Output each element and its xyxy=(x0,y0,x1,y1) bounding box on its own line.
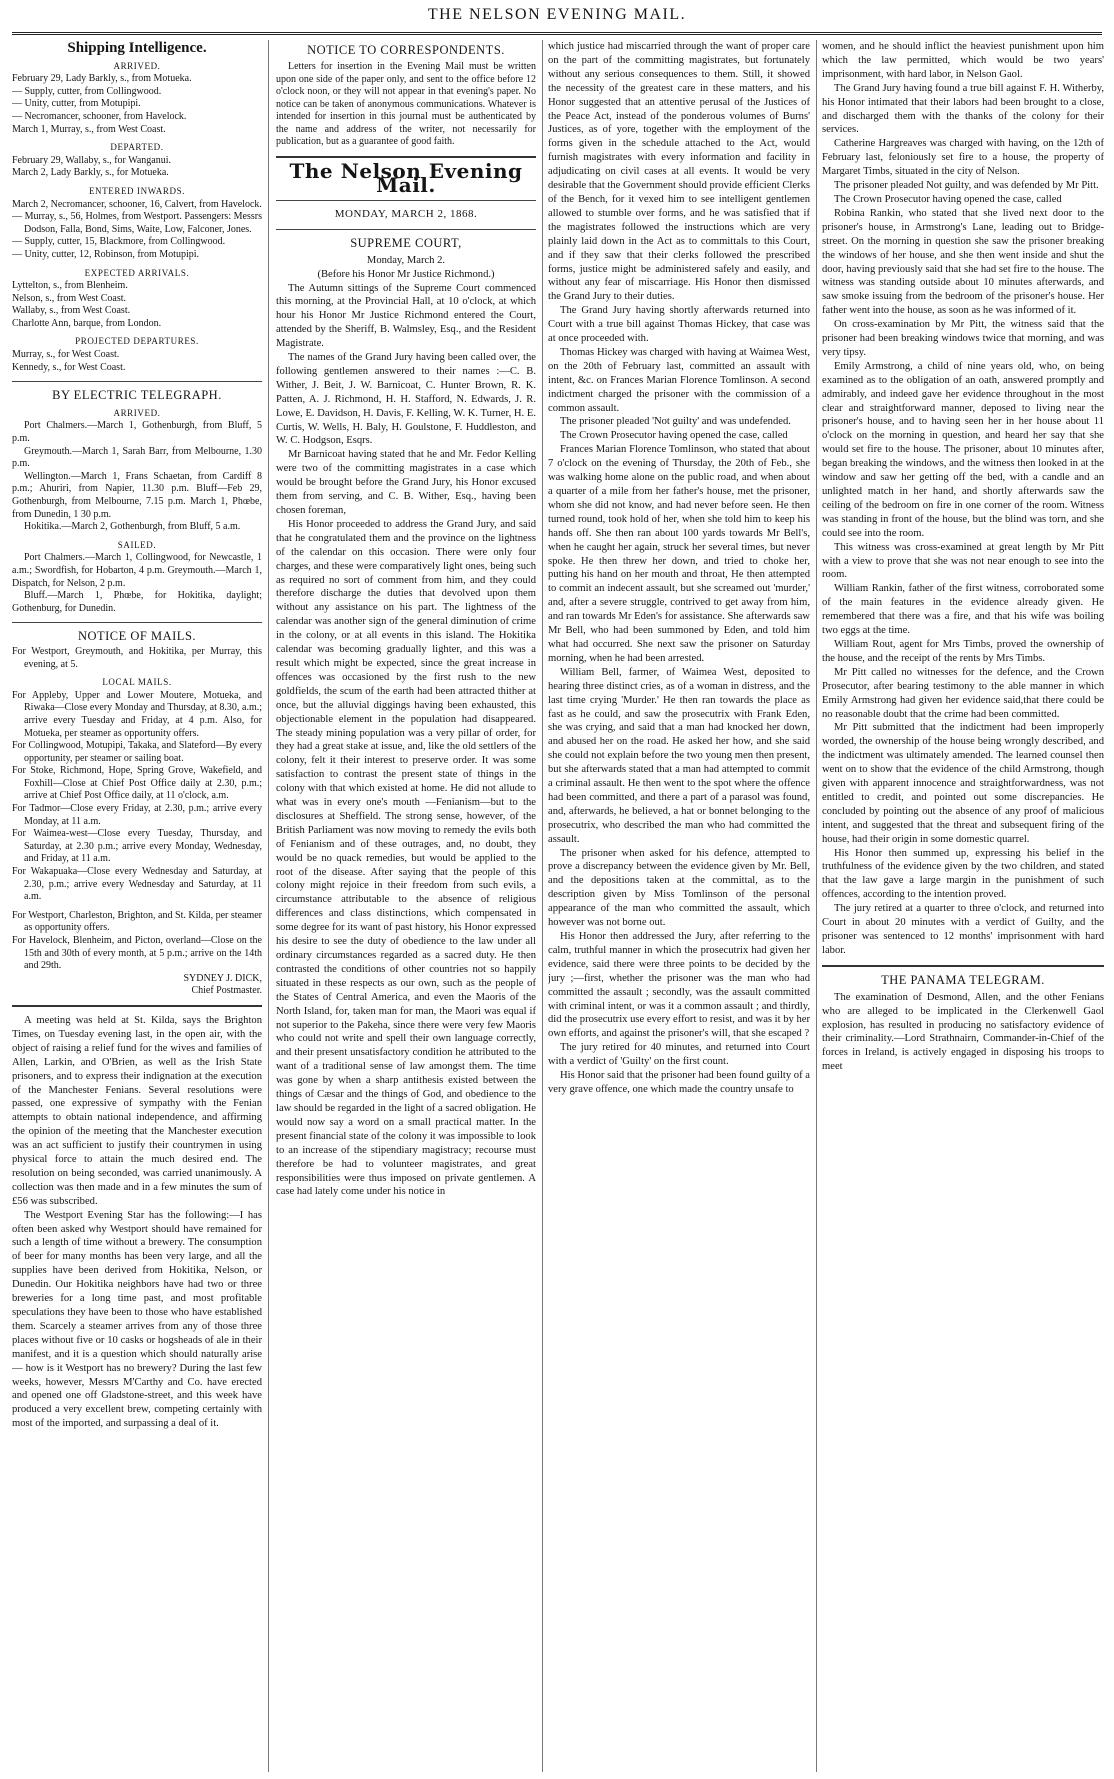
paper-title: The Nelson Evening Mail. xyxy=(289,159,523,197)
article-paragraph: The Autumn sittings of the Supreme Court commenced this morning, at the Provincial Hall, at 10 o'clock, at which hour his Honor Mr Justice Richmond entered the Court, attended by the Sheriff, B. Walmsley, Esq., and the Resident Magistrate. xyxy=(276,282,536,350)
ship-entry: March 2, Lady Barkly, s., for Motueka. xyxy=(12,167,169,179)
article-paragraph: The Grand Jury having shortly afterwards returned into Court with a true bill against Thomas Hickey, that case was at once proceeded with. xyxy=(548,305,810,345)
westport-star-paragraph: The Westport Evening Star has the following:—I has often been asked why Westport should have remained for such a length of time without a brewery. The consumption of beer for many months has been very large, and all the supplies have been derived from Hokitika, Nelson, or Dunedin. Our Hokitika neighbors have had two or three breweries for a long time past, and most profitable speculations they have been to those who have established them. Scarcely a steamer arrives from any of those three places without five or 10 casks or hogsheads of ale in their manifest, and it is a question which should naturally arise— how is it Westport has no brewery? During the last few weeks, however, Messrs M'Carthy and Co. have erected and opened one off Gladstone-street, and this week have produced a very excellent brew, competing certainly with most of the imported, and surpassing a deal of it. xyxy=(12,1209,262,1430)
kilda-paragraph: A meeting was held at St. Kilda, says the Brighton Times, on Tuesday evening last, in the open air, with the object of raising a relief fund for the wives and families of Allen, Larkin, and O'Brien, as well as the Irish State prisoners, and to express their indignation at the execution of the Manchester Fenians. Several resolutions were passed, one expressive of sympathy with the Fenian attempts to obtain national independence, and affirming the opinion of the meeting that the Manchester execution was an act sufficient to justify their countrymen in using physical force to attain the much desired end. The resolution on being seconded, was carried unanimously. A collection was then made and in a few minutes the sum of £56 was subscribed. xyxy=(12,1014,262,1207)
ship-entry: February 29, Lady Barkly, s., from Motueka. xyxy=(12,73,192,85)
telegraph-entry: Hokitika.—March 2, Gothenburgh, from Bluff, 5 a.m. xyxy=(24,521,241,533)
mail-entry: For Wakapuaka—Close every Wednesday and Saturday, at 2.30, p.m.; arrive every Wednesday and Saturday, at 11 a.m. xyxy=(12,866,262,903)
court-date: Monday, March 2. xyxy=(366,254,446,266)
telegraph-entry: Bluff.—March 1, Phœbe, for Hokitika, daylight; Gothenburg, for Dunedin. xyxy=(12,590,262,614)
article-paragraph: The Crown Prosecutor having opened the case, called xyxy=(834,193,1062,205)
article-paragraph: His Honor then addressed the Jury, after referring to the calm, truthful manner in which the prosecutrix had given her evidence, said there were three points to be decided by the jury ;—first, whether the prisoner was the man who had committed the assault ; secondly, was the assault committed with criminal intent, or was it a common assault ; and thirdly, did the prosecutrix use every effort to resist, and was it by her own efforts, and against the prisoner's will, that she escaped ? xyxy=(548,931,810,1040)
subhead: ARRIVED. xyxy=(113,407,161,418)
notice-text: Letters for insertion in the Evening Mail must be written upon one side of the paper only, and sent to the office before 12 o'clock noon, or they will not appear in that evening's paper. No notice can be taken of anonymous communications. Whatever is intended for insertion in this journal must be authenticated by the name and address of the writer, not necessarily for publication, but as a guarantee of good faith. xyxy=(276,60,536,148)
column-4 xyxy=(822,40,1104,1772)
subhead: ARRIVED. xyxy=(113,60,161,71)
article-paragraph: Frances Marian Florence Tomlinson, who stated that about 7 o'clock on the evening of Thursday, the 20th of Feb., she was walking home alone on the public road, and when about a quarter of a mile from her father's house, met the prisoner, whom she did not know, and had never before seen. He then turned round, took hold of her, when she told him to keep his hands off. She then ran about 100 yards towards Mr Bell's, when he caught her again, struck her several times, but never spoke. He then threw her down, and tried to choke her, putting his hand on her mouth and throat, He then attempted to commit an indecent assault, but she screamed out 'murder,' and, after a severe struggle, contrived to get away from him, and ran towards Mr Eden's for assistance. She afterwards saw Mr Bell, who had been summoned by Eden, and told him what had occurred. She next saw the prisoner on Saturday morning, when he had been arrested. xyxy=(548,444,810,664)
column-divider xyxy=(268,40,269,1772)
ship-entry: — Murray, s., 56, Holmes, from Westport. Passengers: Messrs Dodson, Falla, Bond, Sims, Waite, Low, Falconer, Jones. xyxy=(12,211,262,235)
mail-entry: For Havelock, Blenheim, and Picton, overland—Close on the 15th and 30th of every month, at 5 p.m.; arrive on the 14th and 29th. xyxy=(12,935,262,972)
ship-entry: — Unity, cutter, 12, Robinson, from Motupipi. xyxy=(12,248,199,260)
ship-entry: — Supply, cutter, 15, Blackmore, from Collingwood. xyxy=(12,236,226,248)
mail-entry: For Collingwood, Motupipi, Takaka, and Slateford—By every opportunity, per steamer or sailing boat. xyxy=(12,740,262,764)
mail-entry: For Westport, Charleston, Brighton, and St. Kilda, per steamer as opportunity offers. xyxy=(12,909,262,934)
article-paragraph: Mr Pitt submitted that the indictment had been improperly worded, the ownership of the house being wrongly described, and the indictment was ultimately amended. The learned counsel then went on to show that the evidence of the child Armstrong, though given with apparent innocence and straightforwardness, was not entitled to credit, and pointed out some discrepancies. He concluded by pointing out the absence of any proof of malicious intent, and suggested that the threat and subsequent firing of the house, had their origin in some domestic quarrel. xyxy=(822,722,1104,845)
column-3 xyxy=(548,40,810,1772)
telegraph-entry: Greymouth.—March 1, Sarah Barr, from Melbourne, 1.30 p.m. xyxy=(12,445,262,470)
mail-entry: For Tadmor—Close every Friday, at 2.30, p.m.; arrive every Monday, at 11 a.m. xyxy=(12,803,262,827)
article-paragraph: Mr Pitt called no witnesses for the defence, and the Crown Prosecutor, after bearing testimony to the able manner in which Emily Armstrong had given her evidence said,that there could be no reasonable doubt that the crime had been committed. xyxy=(822,666,1104,720)
signature-title: Chief Postmaster. xyxy=(191,985,262,997)
panama-heading: THE PANAMA TELEGRAM. xyxy=(881,972,1045,987)
ship-entry: Charlotte Ann, barque, from London. xyxy=(12,317,162,329)
article-paragraph: On cross-examination by Mr Pitt, the witness said that the prisoner had been breaking windows twice that morning, and was very tipsy. xyxy=(822,319,1104,358)
ship-entry: Kennedy, s., for West Coast. xyxy=(12,361,126,373)
divider xyxy=(276,229,536,230)
subhead: LOCAL MAILS. xyxy=(102,677,172,688)
article-paragraph: His Honor proceeded to address the Grand Jury, and said that he congratulated them and the province on the lightness of the calendar on this occasion. There were only four charges, and these were comparatively light ones, being such as required no sort of comment from him, and they could therefore discharge the duties that devolved upon them without any assistance on his part. The lightness of the calendar was another sign of the general diminution of crime in the colony, or at all events in this island. The Hokitika calendar was becoming gradually lighter, and this was a result which might be expected, since the great increase in offences was occasioned by the first rush to the new goldfields, the scum of the earth had been attracted thither at once, but the alluvial diggings having been exhausted, this objectionable element in the population had disappeared. The steady mining population was a very pillar of order, for they had a great stake at issue, and, like the old settlers of the colony, felt it their interest to preserve order. It was some satisfaction to contrast the present state of things in the colony with that which existed at home. He did not allude to what was in every one's mouth —Fenianism—but to the disclosures at Sheffield. The strong sense, however, of the British Parliament was now moving to remedy the evils both of Fenianism and of these outrages, and, no doubt, they would be no quack remedies, but would be applied to the root of the disease. After saying that the people of this colony might rejoice in their freedom from such evils, a circumstance attributable to the absence of religious differences and class distinctions, which compensated in some degree for its want of past history, his Honor expressed his desire to see the duty of obedience to the law under all ordinary circumstances regarded as a sacred duty. He then contrasted the conditions of other countries not so happily situated in these respects as our own, such as the people of the States of Central America, and even the Maoris of the North Island, for, taken man for man, the Maori was equal if not superior to the Pakeha, since there were very few Maoris who could not write and spell their own language correctly, and their present unsatisfactory condition he attributed to the want of a traditional sense of law amongst them. The time was gone by when a sharp antithesis existed between the things of Cæsar and the things of God, and obedience to the law should be regarded in the light of a sacred obligation. He would now say a word on a small practical matter. In the present financial state of the colony it was impossible to look to an increase of the stipendiary magistracy; recourse must therefore be had to volunteer magistrates, and great responsibilities were thus imposed on private gentlemen. A case had lately come under his notice in xyxy=(276,518,536,1198)
divider xyxy=(822,965,1104,967)
article-paragraph: William Rout, agent for Mrs Timbs, proved the ownership of the house, and the receipt of the rents by Mrs Timbs. xyxy=(822,638,1104,664)
mails-heading: NOTICE OF MAILS. xyxy=(77,629,197,644)
ship-entry: Murray, s., for West Coast. xyxy=(12,349,120,361)
subhead: EXPECTED ARRIVALS. xyxy=(84,267,190,278)
issue-date: MONDAY, MARCH 2, 1868. xyxy=(334,207,478,220)
telegraph-entry: Port Chalmers.—March 1, Collingwood, for Newcastle, 1 a.m.; Swordfish, for Hobarton, 4 p.m. Greymouth.—March 1, Dispatch, for Nelson, 2 p.m. xyxy=(12,552,262,589)
ship-entry: — Unity, cutter, from Motupipi. xyxy=(12,98,141,110)
divider xyxy=(12,622,262,623)
article-paragraph: The jury retired for 40 minutes, and returned into Court with a verdict of 'Guilty' on the first count. xyxy=(548,1042,810,1068)
article-paragraph: Catherine Hargreaves was charged with having, on the 12th of February last, feloniously set fire to a house, the property of Margaret Timbs, situated in the city of Nelson. xyxy=(822,138,1104,178)
column-divider xyxy=(816,40,817,1772)
mail-entry: For Waimea-west—Close every Tuesday, Thursday, and Saturday, at 2.30 p.m.; arrive every Monday, Wednesday, and Friday, at 11 a.m. xyxy=(12,828,262,865)
article-paragraph: The prisoner pleaded Not guilty, and was defended by Mr Pitt. xyxy=(834,180,1099,192)
article-paragraph: Emily Armstrong, a child of nine years old, who, on being examined as to the obligation of an oath, answered promptly and admirably, and indeed gave her evidence throughout in the most clear and straightforward manner, deposed to living near the prisoner's house, and to having seen her in her house about 11 o'clock on the morning in question, and heard her say that she would set fire to the house. The prisoner, about 10 minutes after, began breaking the windows, and the witness then looked in at the window and saw her getting off the bed, with a candle and an unlighted match in her hand, and shortly afterwards saw the ceiling of the bedroom on fire in one corner of the room. Witness was standing in front of the house, but the blind was torn, and she could see into the room. xyxy=(822,360,1104,539)
telegraph-entry: Wellington.—March 1, Frans Schaetan, from Cardiff 8 p.m.; Ahuriri, from Napier, 11.30 p.m. Bluff—Feb 29, Gothenburgh, from Melbourne, 7.15 p.m. March 1, Phœbe, from Dunedin, 1 30 p.m. xyxy=(12,470,262,520)
divider xyxy=(276,156,536,158)
article-paragraph: The Grand Jury having found a true bill against F. H. Witherby, his Honor intimated that their labors had been brought to a close, and discharged them with the thanks of the colony for their services. xyxy=(822,82,1104,136)
article-paragraph: William Rankin, father of the first witness, corroborated some of the main features in the evidence already given. He remembered that there was a fire, and that his wife was boiling two eggs at the time. xyxy=(822,583,1104,637)
article-paragraph: women, and he should inflict the heaviest punishment upon him which the law permitted, which would be two years' imprisonment, with hard labor, in Nelson Gaol. xyxy=(822,41,1104,80)
article-paragraph: William Bell, farmer, of Waimea West, deposited to hearing three distinct cries, as of a woman in distress, and the last time crying 'Murder.' He then ran towards the place as fast as he could, and saw the prosecutrix with Frank Eden, she was crying, and said that a man had knocked her down, and abused her on the road. He asked her how, and she said she could not explain before the two young men then present, but she afterwards stated that a man had attempted to commit a criminal assault. He then went to the spot where the offence had been committed, and there a part of a parasol was found, and, afterwards, he believed, a hat or bonnet belonging to the prosecutrix, who described the man who had committed the assault. xyxy=(548,666,810,845)
article-paragraph: His Honor said that the prisoner had been found guilty of a very grave offence, one which made the country unsafe to xyxy=(548,1070,810,1095)
mail-entry: For Westport, Greymouth, and Hokitika, per Murray, this evening, at 5. xyxy=(12,645,262,670)
ship-entry: Nelson, s., from West Coast. xyxy=(12,292,127,304)
masthead-rule xyxy=(12,32,1102,35)
divider xyxy=(12,381,262,382)
article-paragraph: The examination of Desmond, Allen, and the other Fenians who are alleged to be implicated in the Clerkenwell Gaol explosion, has resulted in producing no satisfactory evidence of their criminality.—Lord Strathnairn, Commander-in-Chief of the forces in Ireland, is actively engaged in disposing his troops to meet xyxy=(822,991,1104,1073)
article-paragraph: Robina Rankin, who stated that she lived next door to the prisoner's house, in Armstrong's Lane, leading out to Bridge-street. On the morning in question she saw the prisoner breaking the windows of her house, and she then went inside and shut the door, having previously said that she had set fire to the house. The witness was standing outside about 10 minutes afterwards, and saw smoke issuing from the bedroom of the prisoner's house. Her father went into the house, as soon as he was informed of it. xyxy=(822,207,1104,317)
divider xyxy=(12,1005,262,1007)
article-paragraph: The names of the Grand Jury having been called over, the following gentlemen answered to their names :—C. B. Wither, J. Beit, J. W. Barnicoat, C. Hunter Brown, R. K. Patten, A. J. Richmond, H. H. Stafford, N. Edwards, J. R. Lowe, E. Davidson, H. Davis, F. Kelling, W. K. Turner, H. E. Curtis, W. Wells, H. Baly, H. Goulstone, F. Huddleston, and W. C. Hodgson, Esqrs. xyxy=(276,352,536,447)
article-paragraph: Thomas Hickey was charged with having at Waimea West, on the 20th of February last, committed an assault with intent, &c. on Frances Marian Florence Tomlinson. A second indictment charged the prisoner with the commission of a common assault. xyxy=(548,346,810,414)
article-paragraph: The prisoner pleaded 'Not guilty' and was undefended. xyxy=(560,416,791,428)
mail-entry: For Appleby, Upper and Lower Moutere, Motueka, and Riwaka—Close every Monday and Thursday, at 8.30, a.m.; arrive every Tuesday and Friday, at 4 p.m. Also, for Motueka, per steamer as opportunity offers. xyxy=(12,689,262,739)
article-paragraph: The Crown Prosecutor having opened the case, called xyxy=(560,430,788,442)
article-paragraph: Mr Barnicoat having stated that he and Mr. Fedor Kelling were two of the committing magistrates in a case which would be brought before the Grand Jury, his Honor excused them from serving, and C. B. Wither, Esq., having been chosen foreman, xyxy=(276,449,536,516)
court-heading: SUPREME COURT, xyxy=(350,235,462,250)
telegraph-entry: Port Chalmers.—March 1, Gothenburgh, from Bluff, 5 p.m. xyxy=(12,420,262,445)
subhead: SAILED. xyxy=(117,539,157,550)
ship-entry: — Necromancer, schooner, from Havelock. xyxy=(12,110,187,122)
ship-entry: February 29, Wallaby, s., for Wanganui. xyxy=(12,154,172,166)
mail-entry: For Stoke, Richmond, Hope, Spring Grove, Wakefield, and Foxhill—Close at Chief Post Office daily at 2.30, p.m.; arrive at Chief Post Office daily, at 11 o'clock, a.m. xyxy=(12,765,262,802)
shipping-title: Shipping Intelligence. xyxy=(67,40,207,56)
column-divider xyxy=(542,40,543,1772)
article-paragraph: His Honor then summed up, expressing his belief in the truthfulness of the evidence given by the two children, and stated that the law gave a large margin in the punishment of such offences, according to the intention proved. xyxy=(822,847,1104,901)
subhead: DEPARTED. xyxy=(110,142,164,153)
telegraph-heading: BY ELECTRIC TELEGRAPH. xyxy=(52,388,222,403)
divider xyxy=(276,200,536,201)
column-1 xyxy=(12,40,262,1772)
article-paragraph: The jury retired at a quarter to three o'clock, and returned into Court in about 20 minutes with a verdict of Guilty, and the prisoner was sentenced to 12 months' imprisonment with hard labor. xyxy=(822,903,1104,956)
column-2 xyxy=(276,40,536,1772)
ship-entry: Wallaby, s., from West Coast. xyxy=(12,305,131,317)
court-judge: (Before his Honor Mr Justice Richmond.) xyxy=(317,268,495,280)
ship-entry: — Supply, cutter, from Collingwood. xyxy=(12,85,162,97)
ship-entry: March 2, Necromancer, schooner, 16, Calvert, from Havelock. xyxy=(12,198,262,210)
ship-entry: March 1, Murray, s., from West Coast. xyxy=(12,123,166,135)
article-paragraph: This witness was cross-examined at great length by Mr Pitt with a view to prove that she was not near enough to see into the room. xyxy=(822,541,1104,581)
subhead: PROJECTED DEPARTURES. xyxy=(75,336,199,347)
article-paragraph: which justice had miscarried through the want of proper care on the part of the committing magistrates, but fortunately without any serious consequences to them. Still, it showed the necessity of the greatest care in these matters, and his Honor suggested that an attentive perusal of the Justices of the Peace Act, instead of the ponderous volumes of Burns' Justices, as of yore, together with the employment of the forms given in the schedule attached to the Act, would furnish magistrates with every information and facility in adjudicating on civil cases at all events. It would be very desirable that the Government should provide efficient Clerks of the Bench, for it vexed him to see intelligent gentlemen allowed to stumble over forms, and he was satisfied that if the magistrates followed the instructions which are very plainly laid down in the Act as to committals to this Court, and if they saw that their clerks followed the prescribed forms, justice might be administered safely and easily, and without any fear of miscarriage. His Honor then dismissed the Grand Jury to their duties. xyxy=(548,41,810,303)
article-paragraph: The prisoner when asked for his defence, attempted to prove a discrepancy between the evidence given by Mr. Bell, and the depositions taken at the committal, as to the description given by Miss Tomlinson of the personal appearance of the man who committed the assault, which however was not borne out. xyxy=(548,847,810,929)
notice-heading: NOTICE TO CORRESPONDENTS. xyxy=(307,43,505,57)
ship-entry: Lyttelton, s., from Blenheim. xyxy=(12,280,128,292)
signature-name: SYDNEY J. DICK, xyxy=(183,972,262,984)
masthead: THE NELSON EVENING MAIL. xyxy=(427,6,687,23)
subhead: ENTERED INWARDS. xyxy=(88,185,186,196)
